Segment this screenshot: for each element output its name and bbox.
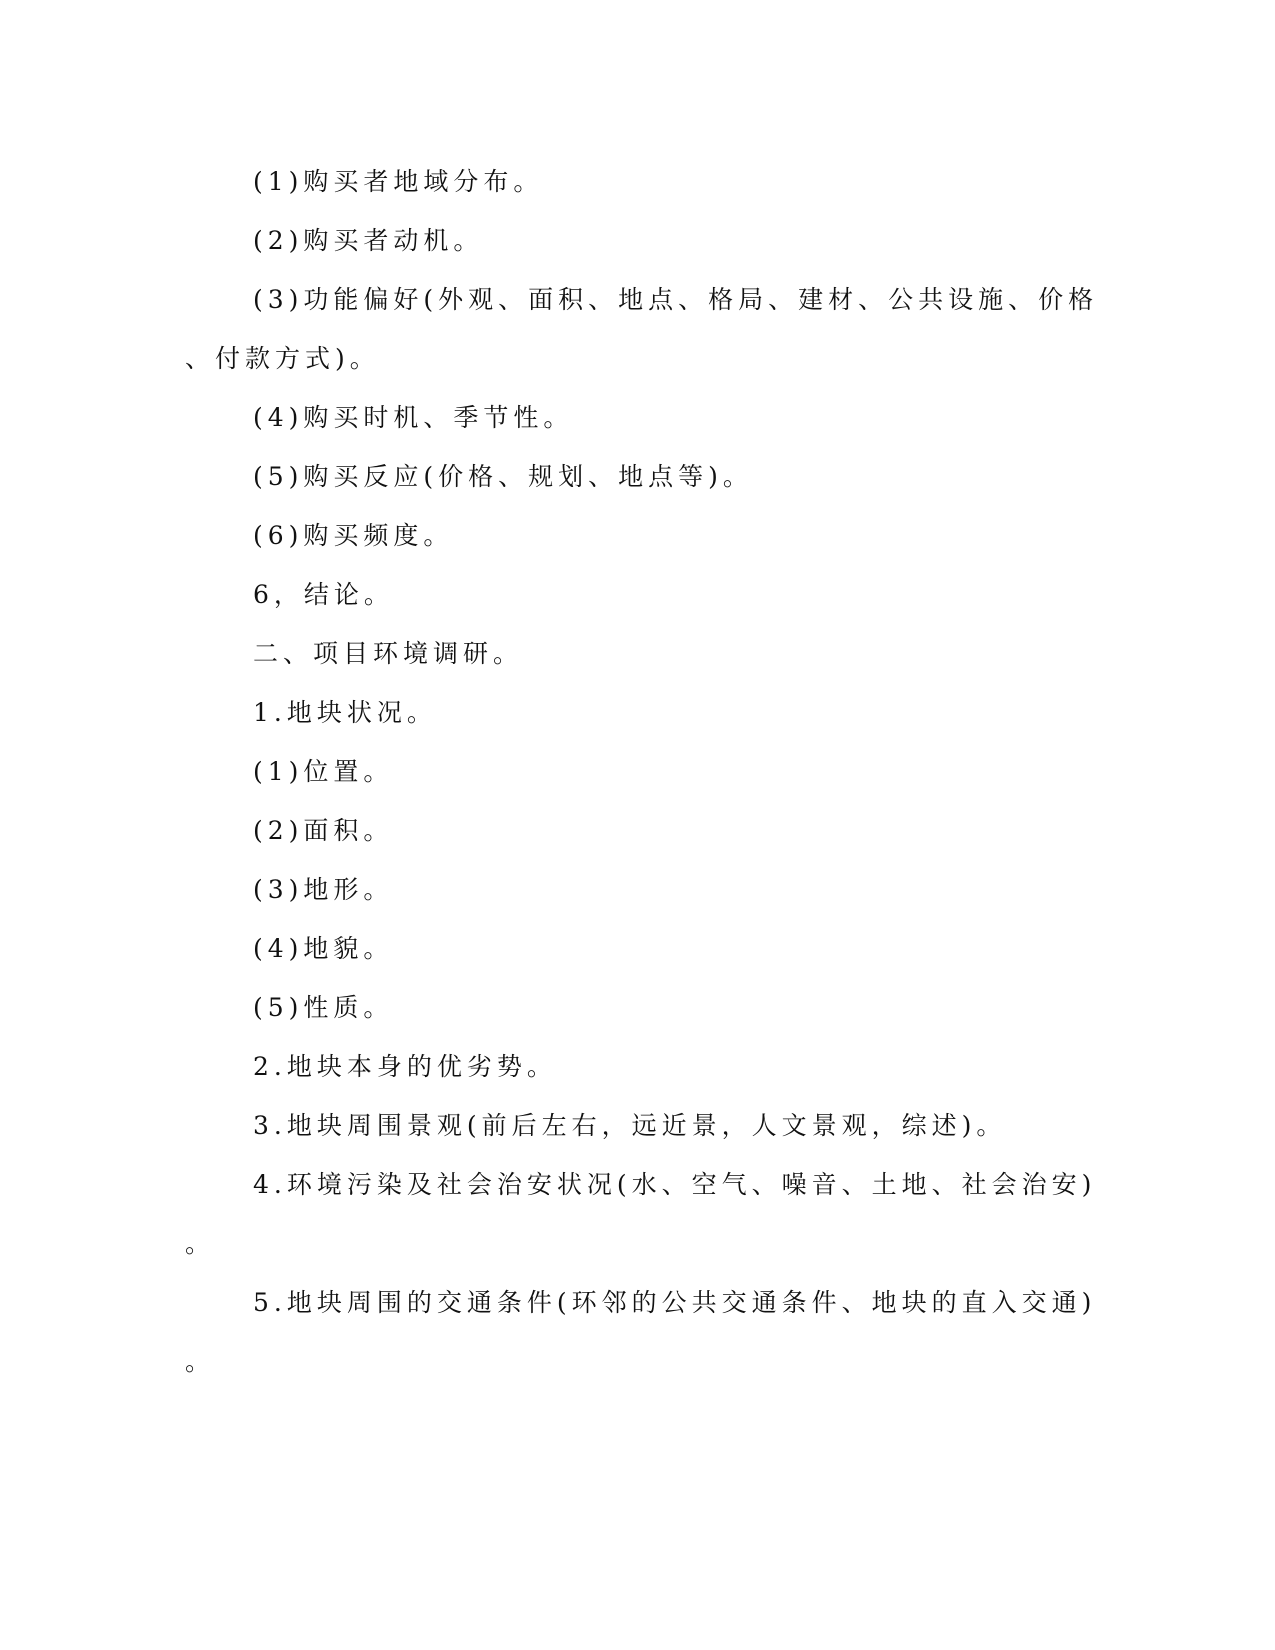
subsection-heading: 5.地块周围的交通条件(环邻的公共交通条件、地块的直入交通) <box>253 1288 1097 1317</box>
section-heading: 二、项目环境调研。 <box>253 639 524 668</box>
subsection-heading: 3.地块周围景观(前后左右，远近景，人文景观，综述)。 <box>253 1111 1007 1140</box>
text-line: (3)地形。 <box>253 875 394 904</box>
text-line: (5)购买反应(价格、规划、地点等)。 <box>253 462 753 491</box>
subsection-heading: 2.地块本身的优劣势。 <box>253 1052 557 1081</box>
text-line: (3)功能偏好(外观、面积、地点、格局、建材、公共设施、价格 <box>253 285 1099 314</box>
text-line-continuation: 、付款方式)。 <box>185 344 380 373</box>
document-body <box>185 162 1099 1401</box>
text-line: (1)位置。 <box>253 757 394 786</box>
text-line-continuation: 。 <box>185 1347 216 1376</box>
text-line: (4)地貌。 <box>253 934 394 963</box>
text-line: (1)购买者地域分布。 <box>253 167 544 196</box>
text-line: (5)性质。 <box>253 993 394 1022</box>
text-line-continuation: 。 <box>185 1229 216 1258</box>
subsection-heading: 1.地块状况。 <box>253 698 437 727</box>
text-line: (2)购买者动机。 <box>253 226 484 255</box>
text-line: (2)面积。 <box>253 816 394 845</box>
subsection-heading: 4.环境污染及社会治安状况(水、空气、噪音、土地、社会治安) <box>253 1170 1097 1199</box>
text-line: (6)购买频度。 <box>253 521 454 550</box>
text-line: (4)购买时机、季节性。 <box>253 403 574 432</box>
text-line: 6，结论。 <box>253 580 394 609</box>
